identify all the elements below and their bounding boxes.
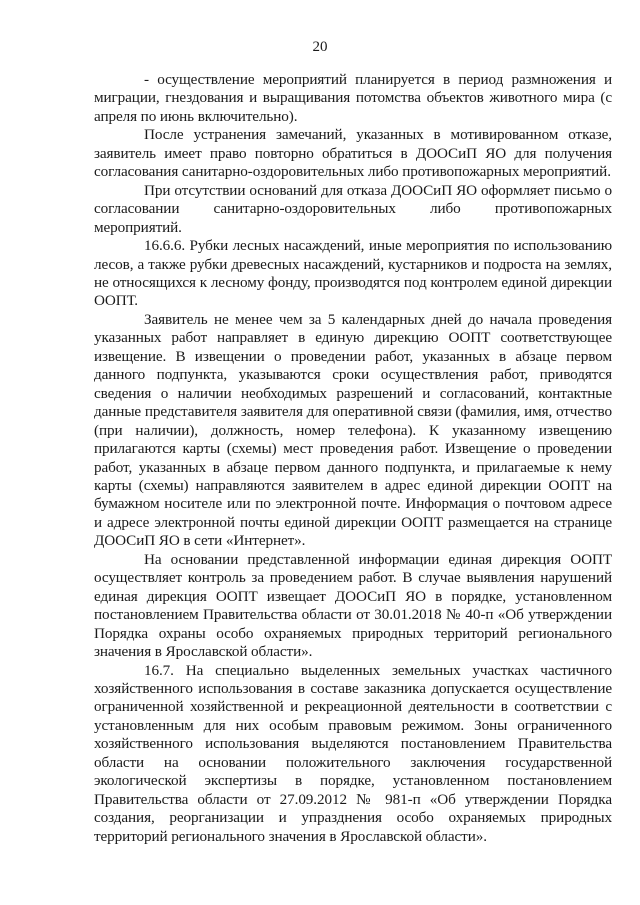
paragraph-section-16-6-6: 16.6.6. Рубки лесных насаждений, иные мероприятия по использованию лесов, а также рубки древесных насаждений, кустарников и подроста на землях, не относящихся к лесному фонду, производятся под контролем единой дирекции ООПТ.	[94, 237, 612, 310]
document-body	[94, 71, 612, 846]
paragraph-breeding-season: - осуществление мероприятий планируется в период размножения и миграции, гнездования и выращивания потомства объектов животного мира (с апреля по июнь включительно).	[94, 71, 612, 125]
paragraph-section-16-7: 16.7. На специально выделенных земельных участках частичного хозяйственного использования в составе заказника допускается осуществление ограниченной хозяйственной и рекреационной деятельности в соответствии с установленным для них особым правовым режимом. Зоны ограниченного хозяйственного использования выделяются постановлением Правительства области на основании положительного заключения государственной экологической экспертизы в порядке, установленном постановлением Правительства области от 27.09.2012 № 981-п «Об утверждении Порядка создания, реорганизации и упразднения особо охраняемых природных территорий регионального значения в Ярославской области».	[94, 661, 612, 845]
paragraph-control: На основании представленной информации единая дирекция ООПТ осуществляет контроль за проведением работ. В случае выявления нарушений единая дирекция ООПТ извещает ДООСиП ЯО в порядке, установленном постановлением Правительства области от 30.01.2018 № 40-п «Об утверждении Порядка охраны особо охраняемых природных территорий регионального значения в Ярославской области».	[94, 550, 612, 661]
paragraph-approval-letter: При отсутствии оснований для отказа ДООСиП ЯО оформляет письмо о согласовании санитарно-оздоровительных либо противопожарных мероприятий.	[94, 181, 612, 236]
page-number: 20	[312, 39, 328, 55]
paragraph-applicant-notice: Заявитель не менее чем за 5 календарных дней до начала проведения указанных работ направляет в единую дирекцию ООПТ соответствующее извещение. В извещении о проведении работ, указанных в абзаце первом данного подпункта, указываются сроки осуществления работ, приводятся сведения о наличии необходимых разрешений и согласований, контактные данные представителя заявителя для оперативной связи (фамилия, имя, отчество (при наличии), должность, номер телефона). К указанному извещению прилагаются карты (схемы) мест проведения работ. Извещение о проведении работ, указанных в абзаце первом данного подпункта, и прилагаемые к нему карты (схемы) направляются заявителем в адрес единой дирекции ООПТ на бумажном носителе или по электронной почте. Информация о почтовом адресе и адресе электронной почты единой дирекции ООПТ размещается на странице ДООСиП ЯО в сети «Интернет».	[94, 310, 612, 550]
paragraph-resubmission: После устранения замечаний, указанных в мотивированном отказе, заявитель имеет право повторно обратиться в ДООСиП ЯО для получения согласования санитарно-оздоровительных либо противопожарных мероприятий.	[94, 126, 612, 181]
